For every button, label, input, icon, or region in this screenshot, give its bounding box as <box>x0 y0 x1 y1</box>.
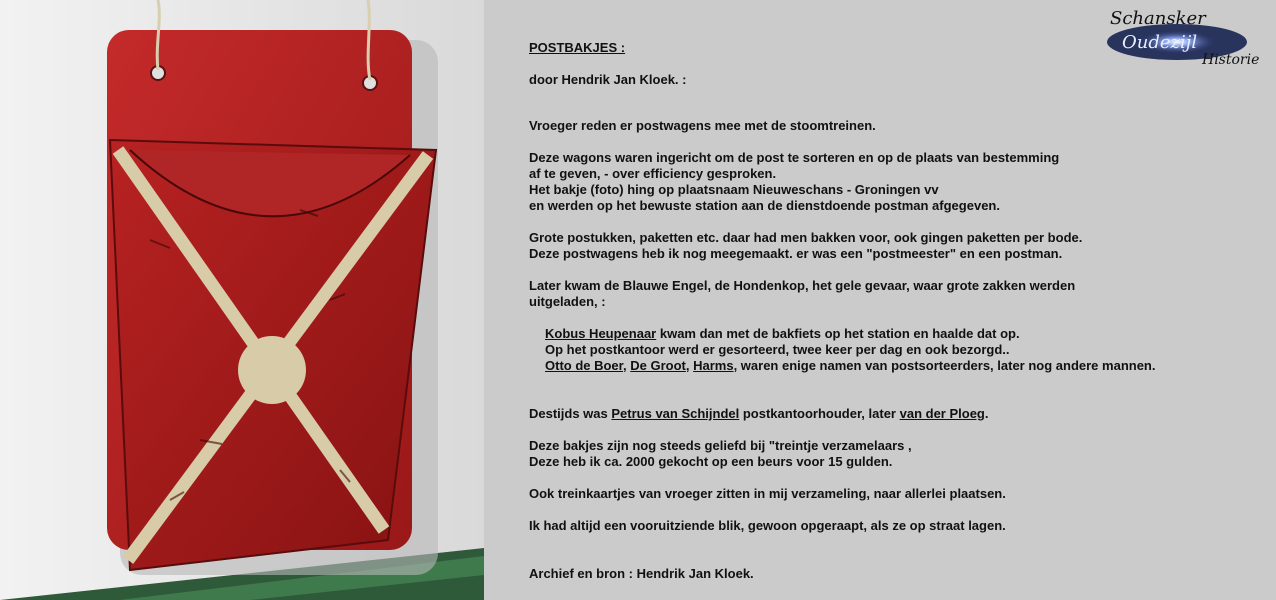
paragraph-4-line-2: uitgeladen, : <box>529 294 606 309</box>
paragraph-5 <box>529 406 988 422</box>
paragraph-2-line-2: af te geven, - over efficiency gesproken. <box>529 166 777 181</box>
separator: , <box>685 358 694 373</box>
paragraph-2-line-3: Het bakje (foto) hing op plaatsnaam Nieuweschans - Groningen vv <box>529 182 939 197</box>
indented-line-3 <box>545 358 1155 374</box>
paragraph-4-line-1: Later kwam de Blauwe Engel, de Hondenkop, het gele gevaar, waar grote zakken werden <box>529 278 1076 293</box>
paragraph-1: Vroeger reden er postwagens mee met de stoomtreinen. <box>529 118 876 133</box>
paragraph-3-line-2: Deze postwagens heb ik nog meegemaakt. er was een "postmeester" en een postman. <box>529 246 1063 261</box>
paragraph-2-line-4: en werden op het bewuste station aan de dienstdoende postman afgegeven. <box>529 198 1000 213</box>
link-van-der-ploeg[interactable]: van der Ploeg <box>899 406 985 421</box>
link-petrus-van-schijndel[interactable]: Petrus van Schijndel <box>611 406 740 421</box>
indented-line-1-text: kwam dan met de bakfiets op het station en haalde dat op. <box>656 326 1020 341</box>
paragraph-3-line-1: Grote postukken, paketten etc. daar had men bakken voor, ook gingen paketten per bode. <box>529 230 1083 245</box>
link-de-groot[interactable]: De Groot <box>630 358 686 373</box>
paragraph-6-line-1: Deze bakjes zijn nog steeds geliefd bij "treintje verzamelaars , <box>529 438 912 453</box>
article-panel <box>484 0 1276 600</box>
article-title: POSTBAKJES : <box>529 40 626 55</box>
indented-line-3-text: , waren enige namen van postsorteerders, later nog andere mannen. <box>733 358 1156 373</box>
paragraph-5-text: postkantoorhouder, later <box>739 406 900 421</box>
archive-source: Archief en bron : Hendrik Jan Kloek. <box>529 566 754 581</box>
logo-line-1: Schansker <box>1110 8 1206 29</box>
site-logo[interactable] <box>1092 2 1272 70</box>
logo-line-2: Oudezijl <box>1122 32 1198 53</box>
paragraph-7: Ook treinkaartjes van vroeger zitten in mij verzameling, naar allerlei plaatsen. <box>529 486 1006 501</box>
postbakje-photo <box>0 0 484 600</box>
paragraph-8: Ik had altijd een vooruitziende blik, gewoon opgeraapt, als ze op straat lagen. <box>529 518 1006 533</box>
paragraph-5-text: Destijds was <box>529 406 612 421</box>
paragraph-6-line-2: Deze heb ik ca. 2000 gekocht op een beurs voor 15 gulden. <box>529 454 893 469</box>
indented-line-2: Op het postkantoor werd er gesorteerd, twee keer per dag en ook bezorgd.. <box>545 342 1010 357</box>
link-kobus-heupenaar[interactable]: Kobus Heupenaar <box>545 326 657 341</box>
paragraph-2-line-1: Deze wagons waren ingericht om de post te sorteren en op de plaats van bestemming <box>529 150 1060 165</box>
indented-line-1 <box>545 326 1020 342</box>
separator: , <box>623 358 631 373</box>
link-harms[interactable]: Harms <box>693 358 734 373</box>
paragraph-5-text: . <box>984 406 989 421</box>
article-author: door Hendrik Jan Kloek. : <box>529 72 687 87</box>
link-otto-de-boer[interactable]: Otto de Boer <box>545 358 624 373</box>
logo-line-3: Historie <box>1202 52 1260 68</box>
